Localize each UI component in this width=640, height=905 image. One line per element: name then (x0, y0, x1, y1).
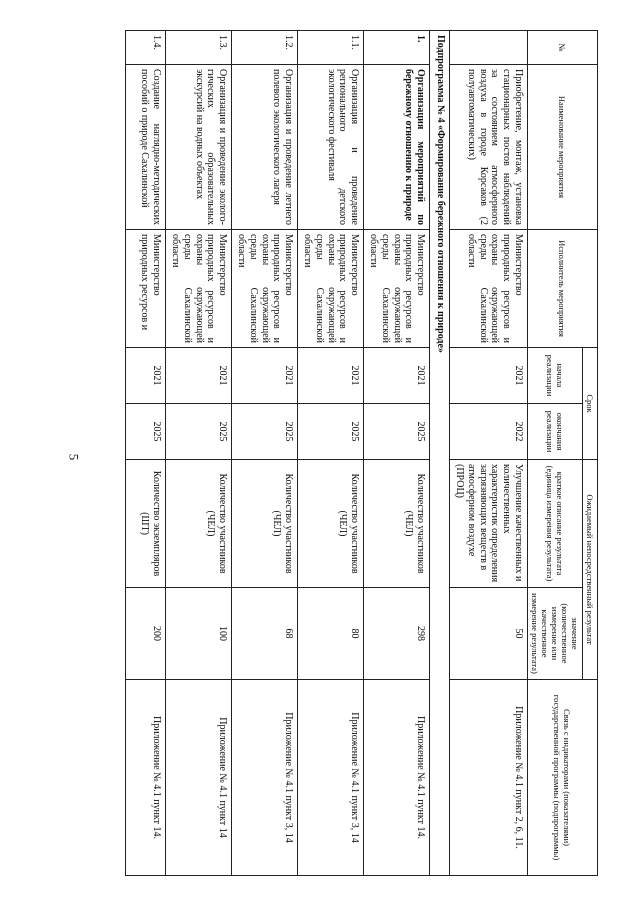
table-row (126, 31, 166, 876)
col-term-end: окончания реализации (527, 404, 582, 460)
rotated-page (93, 30, 598, 875)
col-executor: Исполнитель мероприятия (527, 230, 597, 348)
cell-value: 200 (126, 588, 166, 680)
cell-value: 100 (166, 588, 232, 680)
cell-desc: Количество участников (ЧЕЛ) (364, 460, 430, 588)
cell-num: 1.1. (298, 31, 364, 65)
col-expected: Ожидаемый непосредственный результат (582, 460, 597, 680)
cell-num: 1.3. (166, 31, 232, 65)
table-row (232, 31, 298, 876)
cell-desc: Количество участников (ЧЕЛ) (232, 460, 298, 588)
cell-link: Приложение № 4.1 пункт 14. (126, 680, 166, 876)
cell-executor: Министерство природных ресурсов и охраны окружающей среды Сахалинской области (298, 230, 364, 348)
cell-start: 2021 (232, 348, 298, 404)
table-row (166, 31, 232, 876)
table-header (527, 31, 597, 876)
col-result-desc: краткое описание результата (единица измерения результата) (527, 460, 582, 588)
cell-start: 2021 (364, 348, 430, 404)
cell-start: 2021 (126, 348, 166, 404)
cell-executor: Министерство природных ресурсов и (126, 230, 166, 348)
col-num: № (527, 31, 597, 65)
subprogram-row (430, 31, 450, 876)
cell-name: Организация мероприятий по бережному отношению к природе (364, 65, 430, 230)
cell-num: 1.2. (232, 31, 298, 65)
cell-end: 2025 (232, 404, 298, 460)
subprogram-title: Подпрограмма № 4 «Формирование бережного отношения к природе» (430, 31, 450, 876)
table-row (298, 31, 364, 876)
cell-start: 2021 (450, 348, 528, 404)
cell-value: 298 (364, 588, 430, 680)
cell-num (450, 31, 528, 65)
cell-value: 80 (298, 588, 364, 680)
cell-end: 2025 (166, 404, 232, 460)
cell-value: 50 (450, 588, 528, 680)
cell-name: Организация и проведение летнего полевого экологического лагеря (232, 65, 298, 230)
cell-end: 2025 (298, 404, 364, 460)
table-row (450, 31, 528, 876)
page-number: 5 (66, 453, 82, 461)
cell-num: 1.4. (126, 31, 166, 65)
cell-name: Создание наглядно-методических пособий о природе Сахалинской (126, 65, 166, 230)
cell-link: Приложение № 4.1 пункт 2, 6, 11. (450, 680, 528, 876)
cell-end: 2025 (364, 404, 430, 460)
cell-desc: Улучшение качественных и количественных характеристик определения загрязняющих веществ в атмосферном воздухе (ПРОЦ) (450, 460, 528, 588)
cell-desc: Количество экземпляров (ШТ) (126, 460, 166, 588)
cell-name: Организация и проведение эколого-гических образовательных экскурсий на водных объектах (166, 65, 232, 230)
col-term-start: начала реализации (527, 348, 582, 404)
cell-start: 2021 (298, 348, 364, 404)
measures-table (125, 30, 598, 876)
cell-num: 1. (364, 31, 430, 65)
col-link: Связь с индикаторами (показателями) государственной программы (подпрограммы) (527, 680, 597, 876)
cell-link: Приложение № 4.1 пункт 3, 14 (298, 680, 364, 876)
cell-end: 2025 (126, 404, 166, 460)
cell-name: Организация и проведение регионального детского экологического фестиваля (298, 65, 364, 230)
cell-start: 2021 (166, 348, 232, 404)
table-row (364, 31, 430, 876)
cell-desc: Количество участников (ЧЕЛ) (298, 460, 364, 588)
cell-link: Приложение № 4.1 пункт 14. (364, 680, 430, 876)
cell-link: Приложение № 4.1 пункт 3, 14 (232, 680, 298, 876)
col-result-value: значение (количественное измерение или качественное измерение результата) (527, 588, 582, 680)
col-term: Срок (582, 348, 597, 460)
cell-name: Приобретение, монтаж, установка стационарных постов наблюдений за состоянием атмосферного воздуха в городе Корсаков (2 полуавтоматических) (450, 65, 528, 230)
cell-link: Приложение № 4.1 пункт 14 (166, 680, 232, 876)
col-name: Наименование мероприятия (527, 65, 597, 230)
cell-end: 2022 (450, 404, 528, 460)
cell-executor: Министерство природных ресурсов и охраны окружающей среды Сахалинской области (450, 230, 528, 348)
cell-executor: Министерство природных ресурсов и охраны окружающей среды Сахалинской области (364, 230, 430, 348)
cell-executor: Министерство природных ресурсов и охраны окружающей среды Сахалинской области (232, 230, 298, 348)
cell-desc: Количество участников (ЧЕЛ) (166, 460, 232, 588)
cell-executor: Министерство природных ресурсов и охраны окружающей среды Сахалинской области (166, 230, 232, 348)
cell-value: 68 (232, 588, 298, 680)
